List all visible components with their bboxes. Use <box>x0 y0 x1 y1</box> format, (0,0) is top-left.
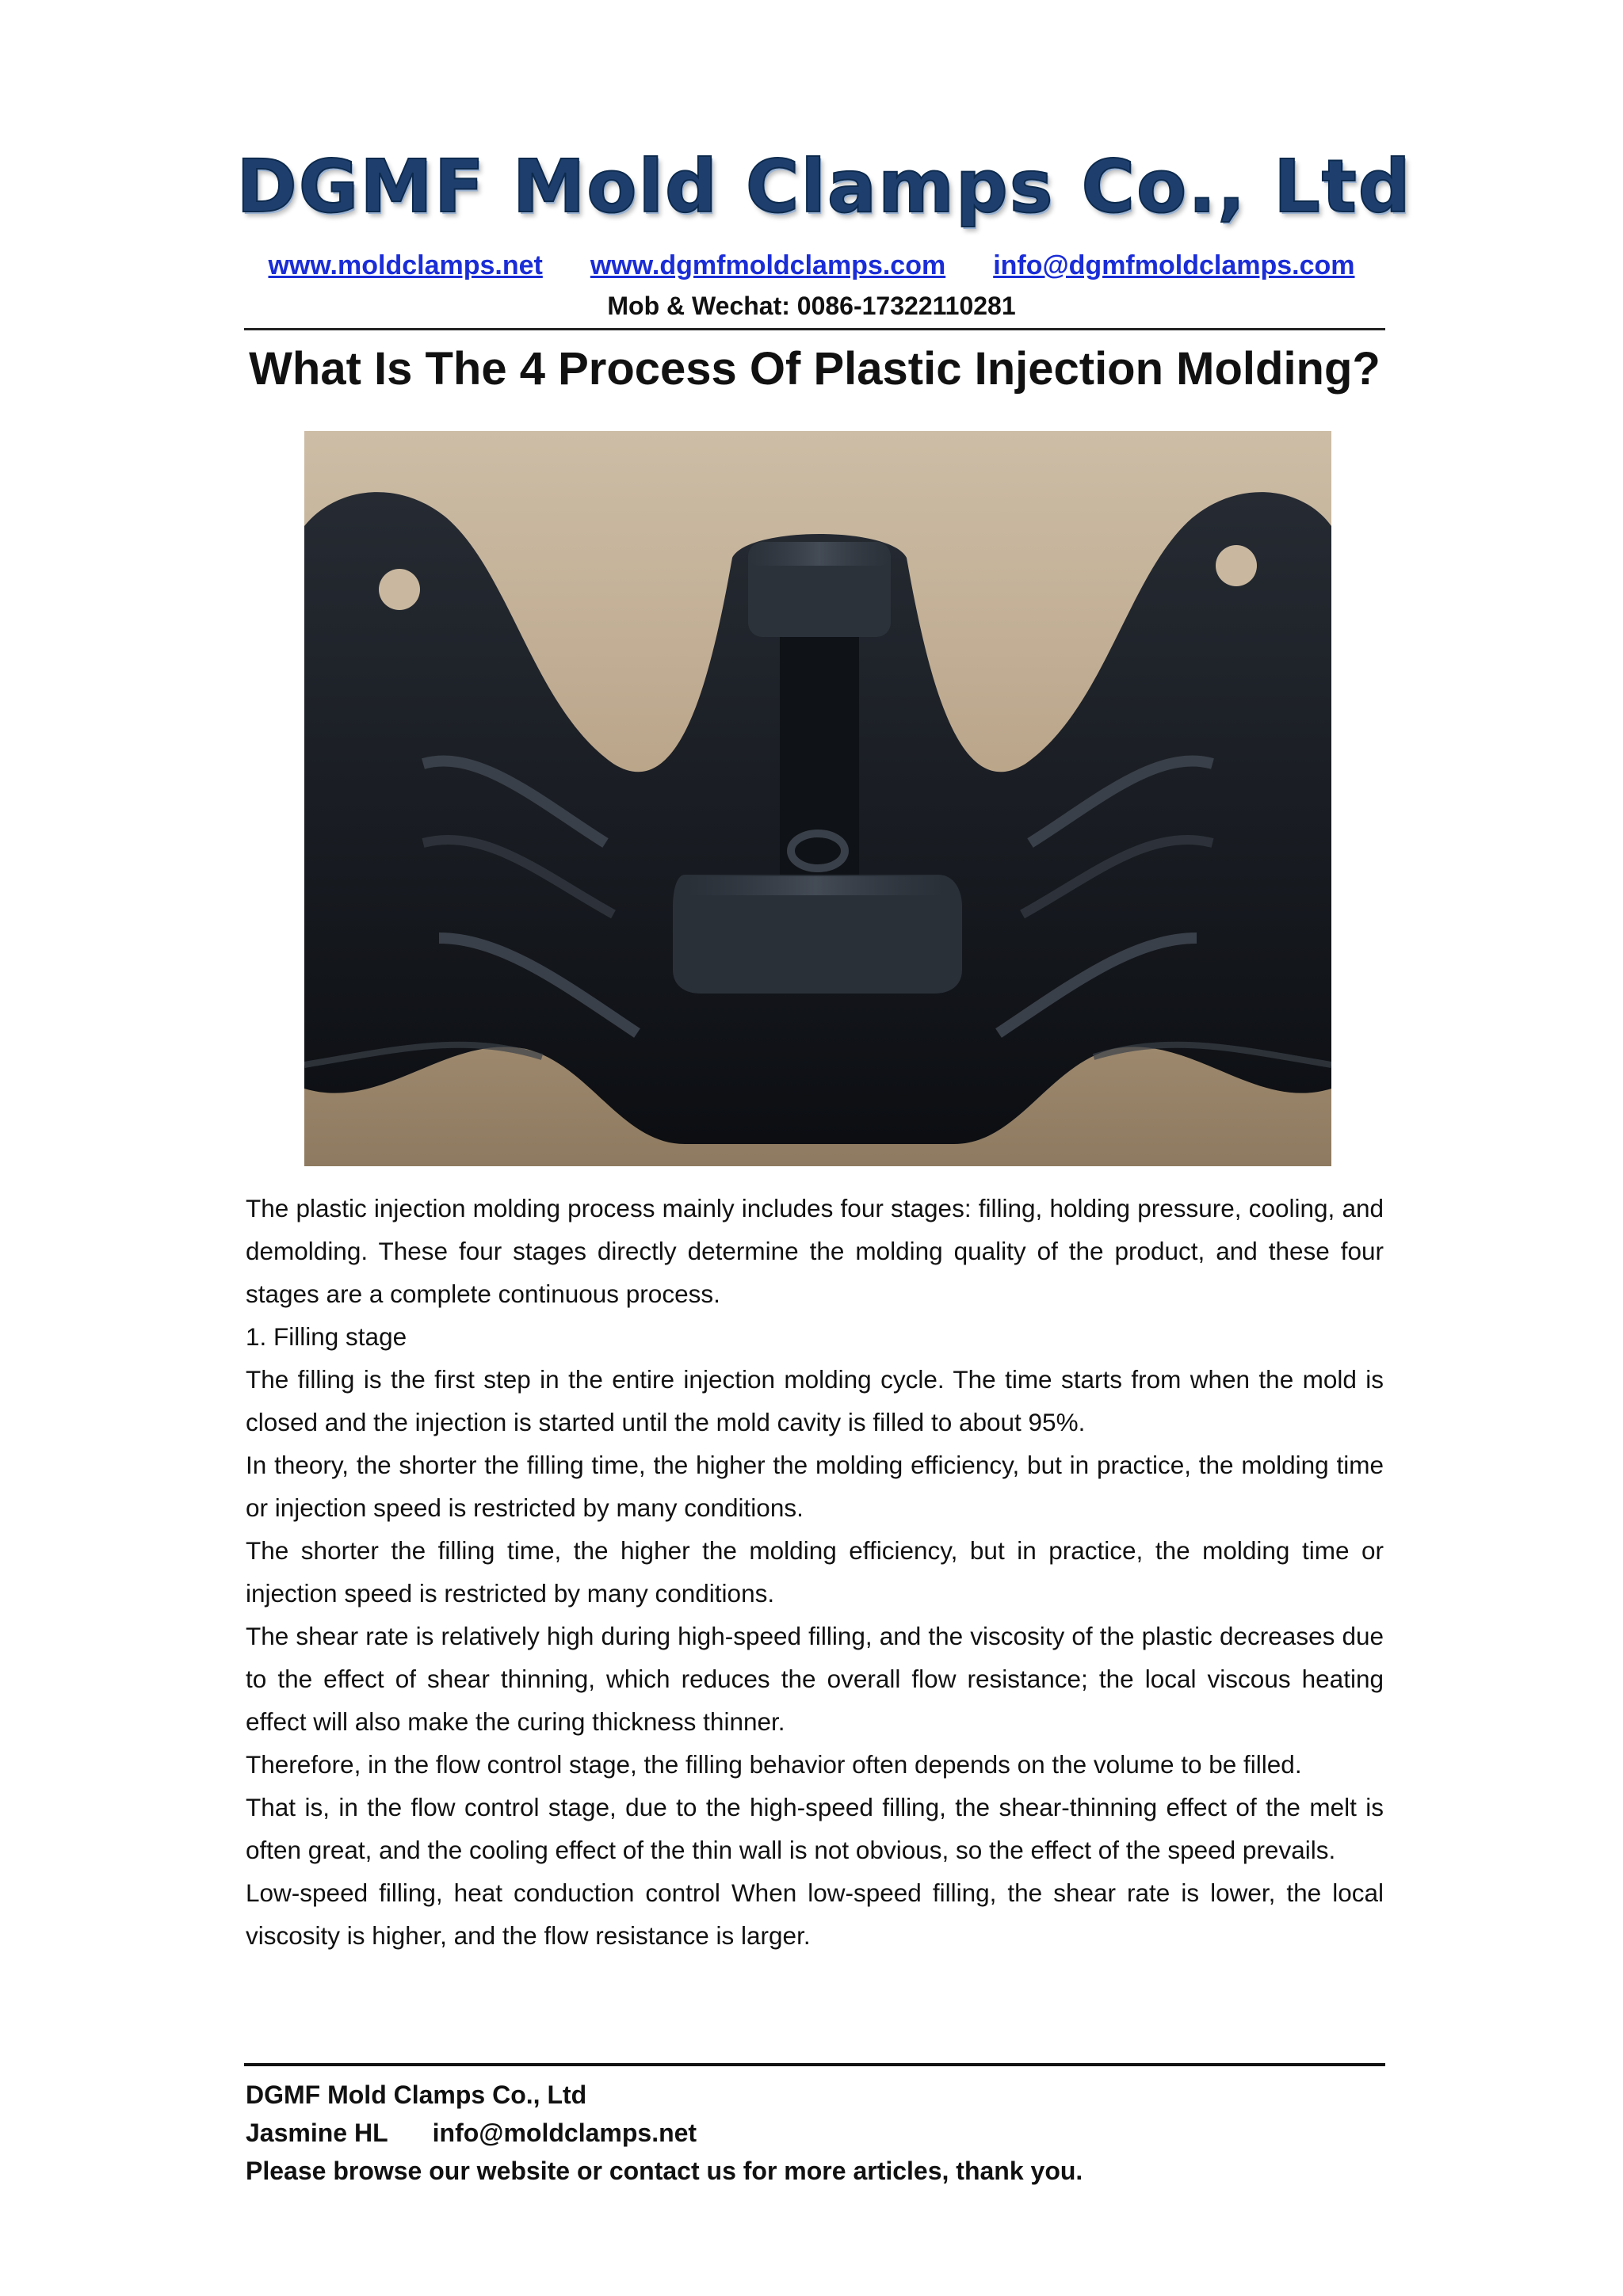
header-divider <box>244 328 1385 330</box>
paragraph-flow-control: Therefore, in the flow control stage, the filling behavior often depends on the volume to be filled. <box>246 1750 1302 1779</box>
paragraph-low-speed: Low-speed filling, heat conduction control When low-speed filling, the shear rate is lower, the local viscosity is higher, and the flow resistance is larger. <box>246 1878 1384 1950</box>
footer-contact <box>246 2114 1384 2152</box>
header-links <box>244 250 1379 281</box>
paragraph-filling-definition: The filling is the first step in the entire injection molding cycle. The time starts from when the mold is closed and the injection is started until the mold cavity is filled to about 95%. <box>246 1365 1384 1436</box>
footer-note: Please browse our website or contact us for more articles, thank you. <box>246 2157 1083 2185</box>
footer-company: DGMF Mold Clamps Co., Ltd <box>246 2081 587 2109</box>
footer-divider <box>244 2063 1385 2066</box>
hole-right <box>1216 545 1257 586</box>
section-heading-filling: 1. Filling stage <box>246 1322 407 1351</box>
article-body <box>246 1187 1384 1957</box>
hole-left <box>379 569 420 610</box>
product-photo <box>304 431 1331 1166</box>
molded-part-illustration <box>304 431 1331 1166</box>
paragraph-high-speed: That is, in the flow control stage, due to the high-speed filling, the shear-thinning effect of the melt is often great, and the cooling effect of the thin wall is not obvious, so the effect of the speed prevails. <box>246 1793 1384 1864</box>
link-moldclamps[interactable]: www.moldclamps.net <box>268 250 543 280</box>
footer-contact-name: Jasmine HL <box>246 2119 388 2147</box>
paragraph-intro: The plastic injection molding process mainly includes four stages: filling, holding pressure, cooling, and demolding. These four stages directly determine the molding quality of the product, and these four stages are a complete continuous process. <box>246 1194 1384 1308</box>
paragraph-theory: In theory, the shorter the filling time, the higher the molding efficiency, but in practice, the molding time or injection speed is restricted by many conditions. <box>246 1451 1384 1522</box>
paragraph-shorter-time: The shorter the filling time, the higher the molding efficiency, but in practice, the molding time or injection speed is restricted by many conditions. <box>246 1536 1384 1608</box>
footer-contact-email[interactable]: info@moldclamps.net <box>432 2119 697 2147</box>
footer <box>246 2076 1384 2190</box>
company-logo <box>236 143 1412 230</box>
page-title: What Is The 4 Process Of Plastic Injection Molding? <box>249 343 1381 395</box>
mobile-wechat: Mob & Wechat: 0086-17322110281 <box>607 292 1016 320</box>
center-channel <box>780 637 859 875</box>
paragraph-shear-rate: The shear rate is relatively high during high-speed filling, and the viscosity of the plastic decreases due to the effect of shear thinning, which reduces the overall flow resistance; the local viscous heating effect will also make the curing thickness thinner. <box>246 1622 1384 1736</box>
link-dgmfmoldclamps[interactable]: www.dgmfmoldclamps.com <box>590 250 946 280</box>
link-email[interactable]: info@dgmfmoldclamps.com <box>993 250 1355 280</box>
logo-text: DGMF Mold Clamps Co., Ltd <box>236 143 1412 229</box>
